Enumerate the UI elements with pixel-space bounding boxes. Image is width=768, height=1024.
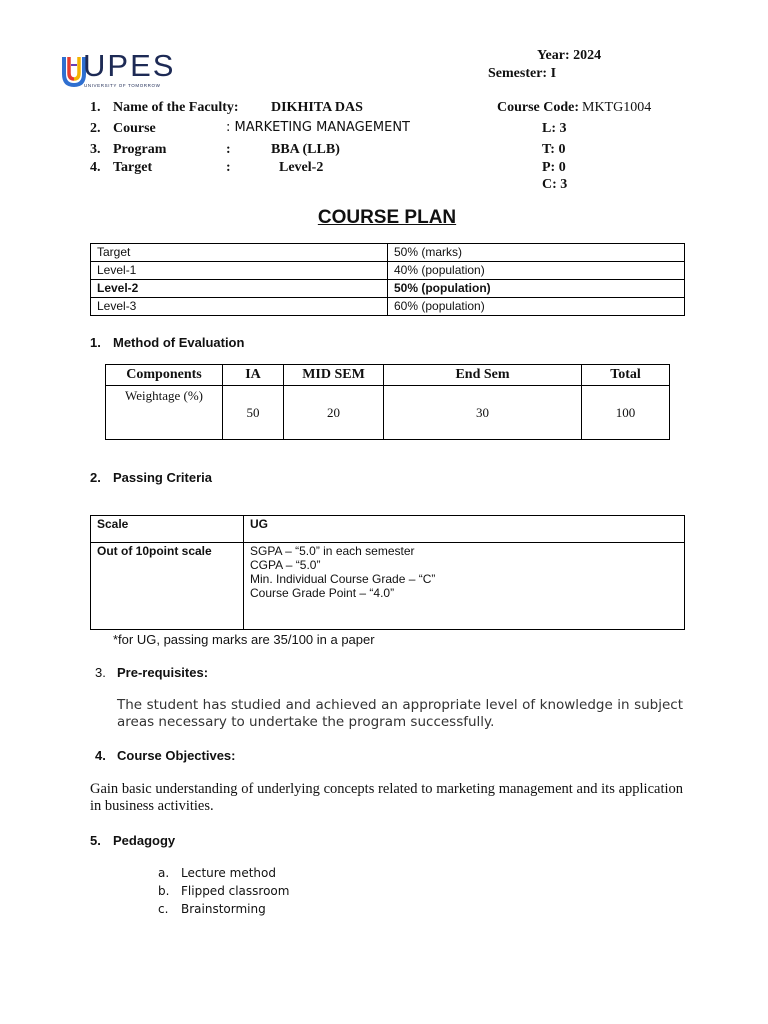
semester-label: Semester: I	[488, 66, 557, 81]
evaluation-table	[105, 364, 670, 440]
info-num-1: 1.	[90, 100, 101, 115]
list-item: Brainstorming	[181, 902, 266, 916]
table-header: MID SEM	[284, 365, 384, 386]
course-code-label: Course Code:	[497, 100, 580, 115]
table-row	[91, 262, 685, 280]
passing-heading: Passing Criteria	[113, 470, 212, 485]
table-cell: 50% (marks)	[388, 244, 685, 262]
target-value: Level-2	[279, 160, 324, 175]
faculty-value: DIKHITA DAS	[271, 100, 363, 115]
year-label: Year: 2024	[537, 48, 602, 63]
target-colon: :	[226, 160, 231, 175]
table-cell: Out of 10point scale	[91, 543, 244, 630]
table-header: Components	[106, 365, 223, 386]
table-cell	[244, 543, 685, 630]
list-marker: b.	[158, 884, 170, 898]
passing-table	[90, 515, 685, 630]
table-row	[91, 543, 685, 630]
table-cell: 30	[384, 386, 582, 440]
objectives-heading: Course Objectives:	[117, 748, 236, 763]
target-table	[90, 243, 685, 316]
list-marker: a.	[158, 866, 170, 880]
target-label: Target	[113, 160, 153, 175]
table-cell: 100	[582, 386, 670, 440]
course-value: : MARKETING MANAGEMENT	[226, 120, 410, 135]
table-header: Scale	[91, 516, 244, 543]
credit-c: C: 3	[542, 177, 568, 192]
program-label: Program	[113, 142, 167, 157]
passing-note: *for UG, passing marks are 35/100 in a paper	[113, 632, 375, 647]
table-cell: 60% (population)	[388, 298, 685, 316]
pedagogy-heading-num: 5.	[90, 833, 101, 848]
table-cell: Weightage (%)	[106, 386, 223, 440]
evaluation-heading-num: 1.	[90, 335, 101, 350]
table-cell: 40% (population)	[388, 262, 685, 280]
table-cell: 20	[284, 386, 384, 440]
table-header: Total	[582, 365, 670, 386]
table-cell: 50	[223, 386, 284, 440]
prereq-text: The student has studied and achieved an appropriate level of knowledge in subject areas necessary to undertake the program successfully.	[117, 697, 683, 730]
prereq-heading-num: 3.	[95, 665, 106, 680]
table-cell: Level-1	[91, 262, 388, 280]
list-marker: c.	[158, 902, 169, 916]
credit-l: L: 3	[542, 121, 567, 136]
table-row	[91, 280, 685, 298]
table-row	[91, 244, 685, 262]
criteria-line: SGPA – “5.0” in each semester	[250, 544, 415, 558]
table-row	[91, 298, 685, 316]
logo-text: UPES	[83, 48, 176, 83]
upes-logo	[62, 48, 180, 94]
pedagogy-heading: Pedagogy	[113, 833, 176, 848]
list-item: Lecture method	[181, 866, 276, 880]
passing-heading-num: 2.	[90, 470, 101, 485]
evaluation-heading: Method of Evaluation	[113, 335, 245, 350]
faculty-label: Name of the Faculty:	[113, 100, 239, 115]
credit-p: P: 0	[542, 160, 566, 175]
prereq-heading: Pre-requisites:	[117, 665, 209, 680]
table-cell: Level-2	[91, 280, 388, 298]
table-header: IA	[223, 365, 284, 386]
table-cell: 50% (population)	[388, 280, 685, 298]
table-header: End Sem	[384, 365, 582, 386]
course-code-value: MKTG1004	[582, 100, 652, 115]
list-item: Flipped classroom	[181, 884, 290, 898]
table-header-row	[91, 516, 685, 543]
objectives-text: Gain basic understanding of underlying concepts related to marketing management and its application in business activities.	[90, 781, 683, 814]
credit-t: T: 0	[542, 142, 566, 157]
program-colon: :	[226, 142, 231, 157]
table-cell: Target	[91, 244, 388, 262]
info-num-4: 4.	[90, 160, 101, 175]
table-header: UG	[244, 516, 685, 543]
table-cell: Level-3	[91, 298, 388, 316]
criteria-line: Min. Individual Course Grade – “C”	[250, 572, 436, 586]
program-value: BBA (LLB)	[271, 142, 340, 157]
table-row	[106, 386, 670, 440]
criteria-line: Course Grade Point – “4.0”	[250, 586, 395, 600]
logo-tagline: UNIVERSITY OF TOMORROW	[84, 83, 161, 88]
criteria-line: CGPA – “5.0”	[250, 558, 321, 572]
course-label: Course	[113, 121, 156, 136]
table-header-row	[106, 365, 670, 386]
objectives-heading-num: 4.	[95, 748, 106, 763]
page-title: COURSE PLAN	[317, 207, 457, 228]
info-num-3: 3.	[90, 142, 101, 157]
info-num-2: 2.	[90, 121, 101, 136]
